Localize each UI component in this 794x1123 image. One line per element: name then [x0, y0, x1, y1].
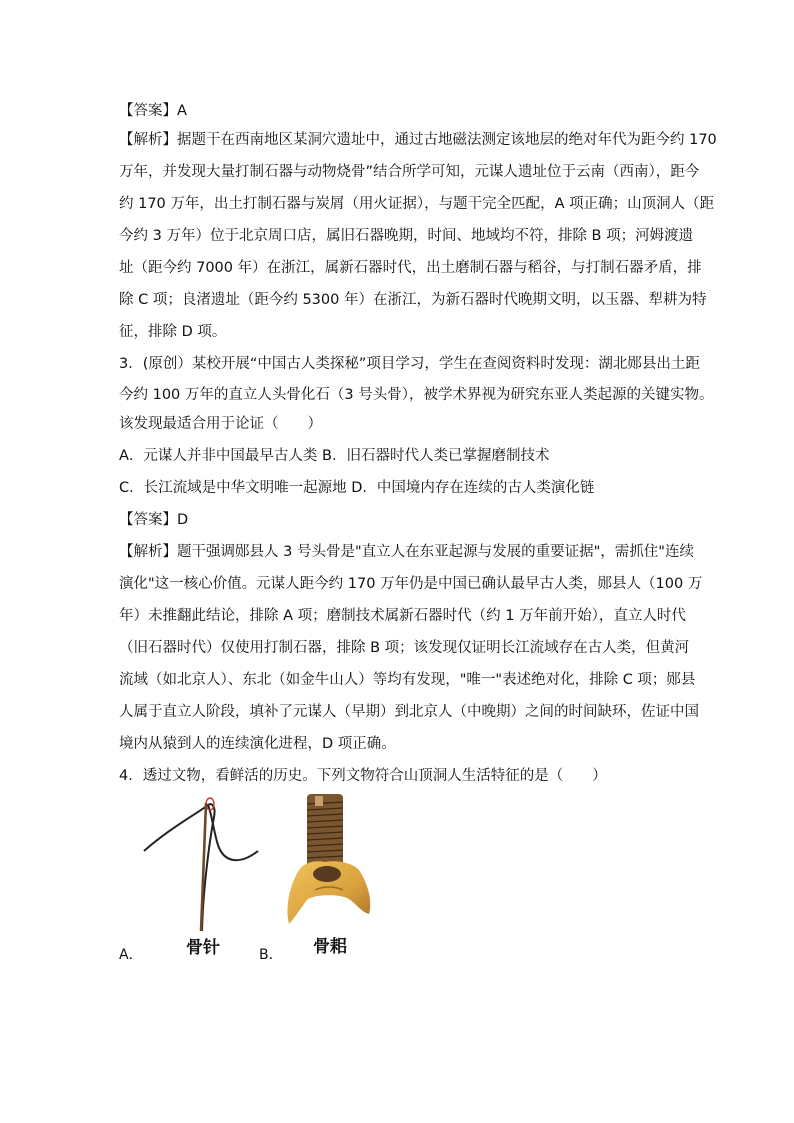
- analysis-line: 境内从猿到人的连续演化进程，D 项正确。: [119, 736, 396, 752]
- analysis-line: 除 C 项；良渚遗址（距今约 5300 年）在浙江，为新石器时代晚期文明，以玉器、犁耕为特: [119, 292, 707, 308]
- analysis-line: 今约 3 万年）位于北京周口店，属旧石器晚期，时间、地域均不符，排除 B 项；河姆渡遗: [119, 228, 694, 244]
- question-3-stem: 今约 100 万年的直立人头骨化石（3 号头骨），被学术界视为研究东亚人类起源的关键实物。: [119, 387, 714, 403]
- analysis-line: （旧石器时代）仅使用打制石器，排除 B 项；该发现仅证明长江流域存在古人类，但黄河: [119, 640, 690, 656]
- analysis-line: 演化"这一核心价值。元谋人距今约 170 万年仍是中国已确认最早古人类，郧县人（100 万: [119, 576, 703, 592]
- analysis-line: 人属于直立人阶段，填补了元谋人（早期）到北京人（中晚期）之间的时间缺环，佐证中国: [119, 704, 699, 720]
- answer-line: 【答案】D: [119, 512, 189, 528]
- question-3-options: C．长江流域是中华文明唯一起源地 D．中国境内存在连续的古人类演化链: [119, 480, 595, 496]
- question-4-stem: 4．透过文物，看鲜活的历史。下列文物符合山顶洞人生活特征的是（ ）: [119, 768, 607, 784]
- analysis-line: 年）未推翻此结论，排除 A 项；磨制技术属新石器时代（约 1 万年前开始），直立人时代: [119, 608, 686, 624]
- analysis-line: 【解析】据题干在西南地区某洞穴遗址中，通过古地磁法测定该地层的绝对年代为距今约 170: [119, 132, 717, 148]
- option-a-letter: A．: [119, 947, 143, 963]
- question-3-stem: 该发现最适合用于论证（ ）: [119, 416, 322, 432]
- analysis-line: 流域（如北京人）、东北（如金牛山人）等均有发现，"唯一"表述绝对化，排除 C 项；郧县: [119, 672, 696, 688]
- question-3-options: A．元谋人并非中国最早古人类 B．旧石器时代人类已掌握磨制技术: [119, 448, 550, 464]
- option-b-caption: 骨耜: [313, 937, 347, 957]
- analysis-line: 万年，并发现大量打制石器与动物烧骨”结合所学可知，元谋人遗址位于云南（西南），距今: [119, 164, 700, 180]
- analysis-line: 址（距今约 7000 年）在浙江，属新石器时代，出土磨制石器与稻谷，与打制石器矛盾，排: [119, 260, 702, 276]
- answer-line-prev: 【答案】A: [119, 103, 187, 119]
- bone-needle-icon: [140, 793, 265, 933]
- analysis-line: 【解析】题干强调郧县人 3 号头骨是"直立人在东亚起源与发展的重要证据"，需抓住"连续: [119, 544, 694, 560]
- bone-spade-icon: [285, 790, 375, 930]
- option-b-letter: B．: [259, 947, 283, 963]
- option-a-caption: 骨针: [186, 938, 220, 958]
- analysis-line: 征，排除 D 项。: [119, 324, 227, 340]
- analysis-line: 约 170 万年，出土打制石器与炭屑（用火证据），与题干完全匹配，A 项正确；山顶洞人（距: [119, 196, 715, 212]
- question-3-stem: 3．(原创）某校开展“中国古人类探秘”项目学习，学生在查阅资料时发现：湖北郧县出土距: [119, 356, 700, 372]
